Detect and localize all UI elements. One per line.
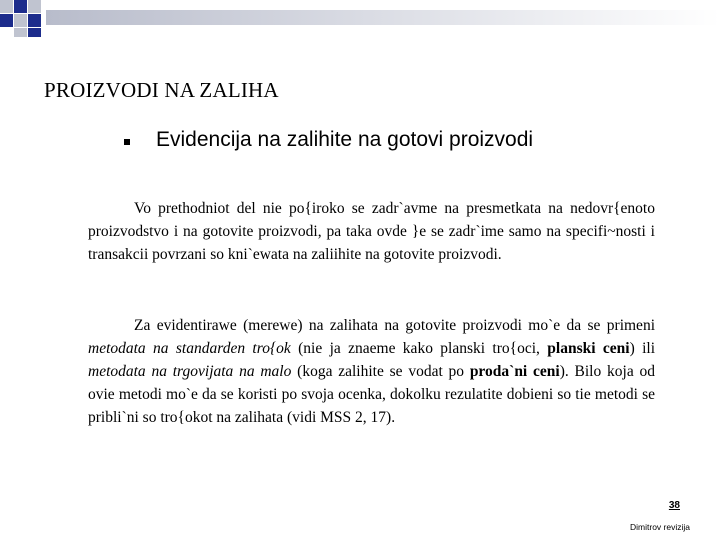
p2-text-4: (koga zalihite se vodat po [291,363,470,380]
decor-square-grey-2 [28,0,41,13]
square-bullet-icon [124,139,130,145]
decor-square-blue-4 [28,28,41,37]
decor-square-grey-4 [14,28,27,37]
bullet-text: Evidencija na zalihite na gotovi proizvodi [156,128,534,151]
paragraph-2 [88,314,655,429]
decor-square-grey-3 [14,14,27,27]
paragraph-1: Vo prethodniot del nie po{iroko se zadr`avme na presmetkata na nedovr{enoto proizvodstvo i na gotovite proizvodi, pa taka ovde }e se zadr`ime samo na specifi~nosti i transakcii povrzani so kni`ewata na zaliihite na gotovite proizvodi. [88,200,655,263]
decor-square-blue-2 [0,14,13,27]
header-gradient-bar [46,10,720,25]
decor-square-grey-1 [0,0,13,13]
p2-bold-2: proda`ni ceni [469,363,560,380]
p2-text-5: ). Bilo koja od ovie metodi mo`e da se koristi po svoja ocenka, dokolku rezulatite dobieni so tie metodi se pribli`ni so tro{okot na zalihata (vidi MSS 2, 17). [88,363,655,426]
header-decoration [0,0,720,40]
slide-title: PROIZVODI NA ZALIHA [44,78,279,102]
p2-italic-2: metodata na trgovijata na malo [88,363,292,380]
p2-bold-1: planski ceni [547,340,630,357]
footer-author: Dimitrov revizija [630,522,690,532]
p2-text-3: ) ili [629,340,656,357]
page-number: 38 [668,500,680,511]
p2-text-2: (nie ja znaeme kako planski tro{oci, [290,340,548,357]
p2-italic-1: metodata na standarden tro{ok [88,340,291,357]
p2-text-1: Za evidentirawe (merewe) na zalihata na gotovite proizvodi mo`e da se primeni [134,317,655,334]
decor-square-blue-1 [14,0,27,13]
decor-square-blue-3 [28,14,41,27]
